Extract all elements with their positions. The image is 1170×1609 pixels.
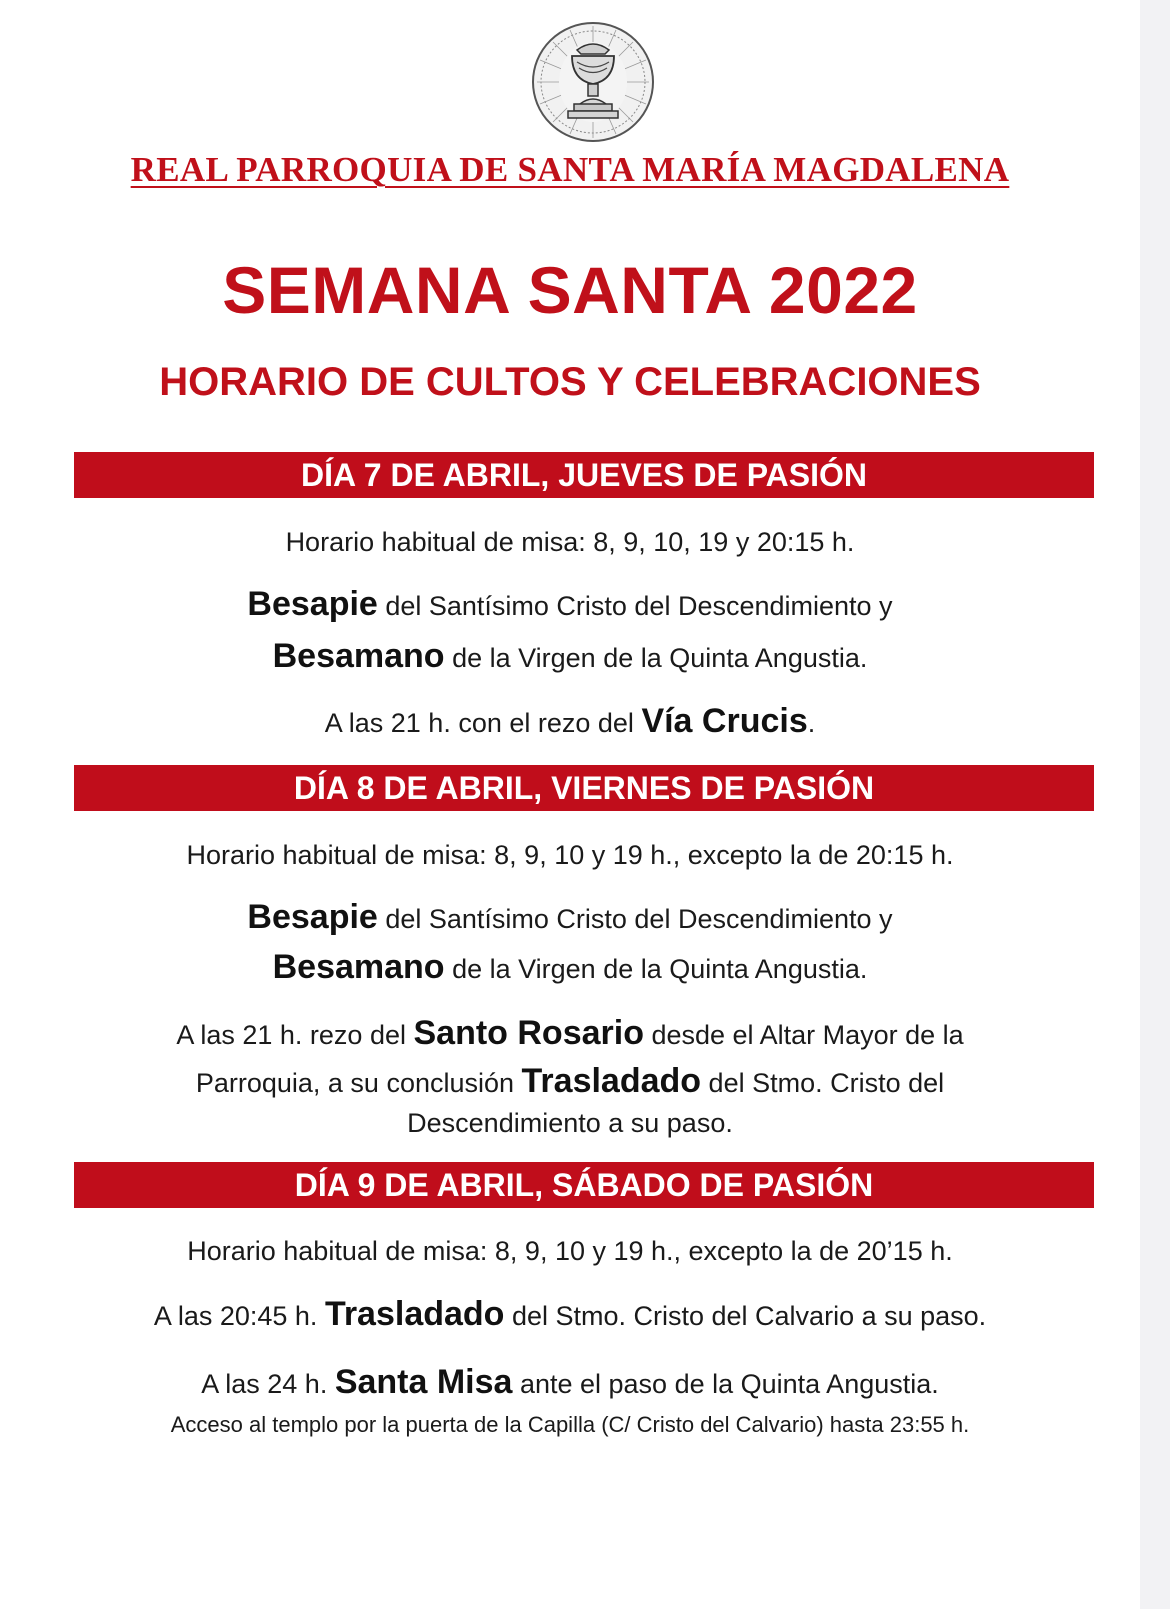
- besapie-text: del Santísimo Cristo del Descendimiento y: [377, 904, 893, 934]
- day-7-besapie: [40, 583, 1100, 627]
- trasladado-text-end: del Stmo. Cristo del: [701, 1068, 945, 1098]
- page-title: SEMANA SANTA 2022: [222, 253, 918, 327]
- rosario-label: Santo Rosario: [413, 1014, 644, 1052]
- parish-name: REAL PARROQUIA DE SANTA MARÍA MAGDALENA: [130, 150, 1010, 189]
- besamano-label: Besamano: [272, 637, 445, 675]
- santa-misa-text-end: ante el paso de la Quinta Angustia.: [512, 1369, 939, 1399]
- day-8-besapie: [40, 896, 1100, 940]
- day-9-trasladado: [40, 1293, 1100, 1337]
- via-crucis-text: A las 21 h. con el rezo del: [324, 708, 642, 738]
- rosario-text: A las 21 h. rezo del: [176, 1020, 414, 1050]
- besapie-text: del Santísimo Cristo del Descendimiento y: [377, 591, 893, 621]
- besamano-text: de la Virgen de la Quinta Angustia.: [444, 643, 868, 673]
- trasladado-text-end: del Stmo. Cristo del Calvario a su paso.: [504, 1301, 987, 1331]
- day-7-via-crucis: [40, 700, 1100, 744]
- trasladado-label: Trasladado: [324, 1295, 505, 1333]
- day-8-trasladado: [40, 1060, 1100, 1104]
- page-edge: [1140, 0, 1170, 1609]
- besapie-label: Besapie: [247, 898, 378, 936]
- day-9-heading: DÍA 9 DE ABRIL, SÁBADO DE PASIÓN: [74, 1162, 1094, 1208]
- day-9-mass-schedule: Horario habitual de misa: 8, 9, 10 y 19 h., excepto la de 20’15 h.: [187, 1236, 953, 1266]
- rosario-text-end: desde el Altar Mayor de la: [643, 1020, 964, 1050]
- via-crucis-period: .: [807, 708, 816, 738]
- day-8-rosario: [40, 1012, 1100, 1056]
- trasladado-label: Trasladado: [521, 1062, 702, 1100]
- day-8-heading: DÍA 8 DE ABRIL, VIERNES DE PASIÓN: [74, 765, 1094, 811]
- santa-misa-text: A las 24 h.: [201, 1369, 335, 1399]
- besapie-label: Besapie: [247, 585, 378, 623]
- besamano-text: de la Virgen de la Quinta Angustia.: [444, 954, 868, 984]
- besamano-label: Besamano: [272, 948, 445, 986]
- day-8-mass-schedule: Horario habitual de misa: 8, 9, 10 y 19 h., excepto la de 20:15 h.: [186, 840, 954, 870]
- via-crucis-label: Vía Crucis: [641, 702, 808, 740]
- trasladado-text: Parroquia, a su conclusión: [195, 1068, 522, 1098]
- trasladado-text: A las 20:45 h.: [153, 1301, 325, 1331]
- day-7-besamano: [40, 635, 1100, 679]
- day-7-heading: DÍA 7 DE ABRIL, JUEVES DE PASIÓN: [74, 452, 1094, 498]
- day-8-trasladado-cont: Descendimiento a su paso.: [407, 1108, 733, 1138]
- day-9-santa-misa: [40, 1361, 1100, 1405]
- parish-seal-logo: [530, 20, 656, 144]
- day-9-access-note: Acceso al templo por la puerta de la Capilla (C/ Cristo del Calvario) hasta 23:55 h.: [170, 1412, 970, 1437]
- page-subtitle: HORARIO DE CULTOS Y CELEBRACIONES: [159, 360, 981, 404]
- day-7-mass-schedule: Horario habitual de misa: 8, 9, 10, 19 y 20:15 h.: [285, 527, 855, 557]
- santa-misa-label: Santa Misa: [334, 1363, 513, 1401]
- day-8-besamano: [40, 946, 1100, 990]
